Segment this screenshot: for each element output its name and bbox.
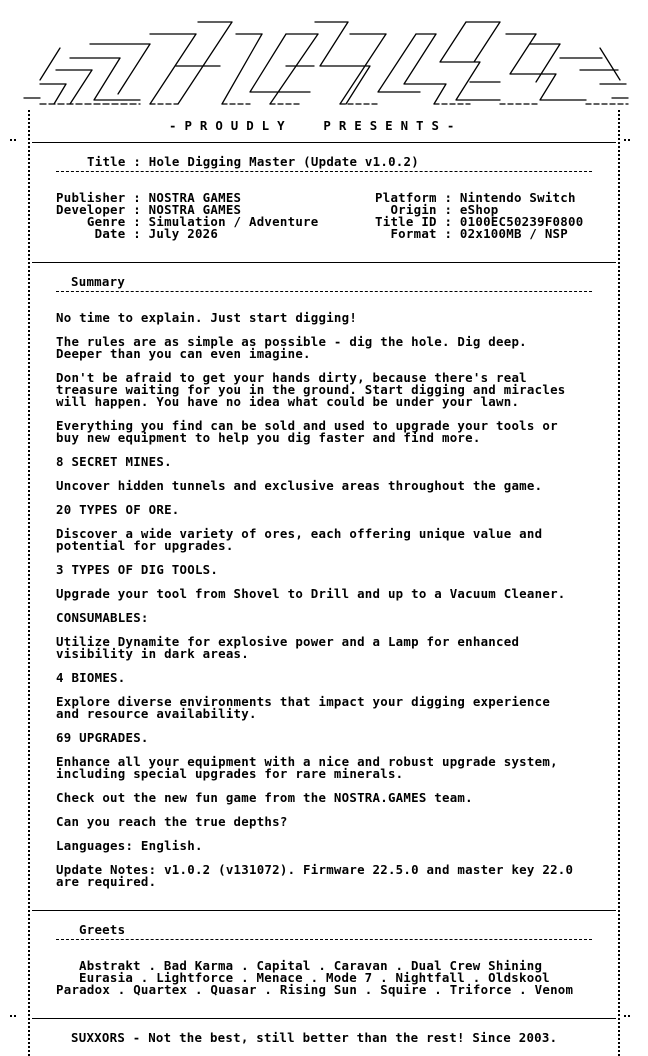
frame-left-border: [28, 110, 30, 1056]
summary-line: Utilize Dynamite for explosive power and a Lamp for enhanced: [56, 634, 520, 649]
frame-right-border: [618, 110, 620, 1056]
summary-line: Upgrade your tool from Shovel to Drill and up to a Vacuum Cleaner.: [56, 586, 566, 601]
summary-line: No time to explain. Just start digging!: [56, 310, 358, 325]
frame-right-tick: [624, 1015, 630, 1017]
info-row: Title ID : 0100EC50239F0800: [375, 214, 584, 229]
footer-tagline: SUXXORS - Not the best, still better than the rest! Since 2003.: [71, 1030, 558, 1045]
summary-line: 8 SECRET MINES.: [56, 454, 172, 469]
section-divider: [32, 262, 616, 263]
summary-line: Everything you find can be sold and used to upgrade your tools or: [56, 418, 558, 433]
summary-line: Deeper than you can even imagine.: [56, 346, 311, 361]
summary-line: Don't be afraid to get your hands dirty, because there's real: [56, 370, 527, 385]
info-row: Format : 02x100MB / NSP: [375, 226, 568, 241]
section-divider: [32, 910, 616, 911]
summary-line: potential for upgrades.: [56, 538, 234, 553]
greets-heading: Greets: [79, 922, 126, 937]
frame-right-tick: [624, 139, 630, 141]
summary-line: 20 TYPES OF ORE.: [56, 502, 180, 517]
summary-line: Uncover hidden tunnels and exclusive areas throughout the game.: [56, 478, 543, 493]
summary-line: The rules are as simple as possible - dig the hole. Dig deep.: [56, 334, 527, 349]
summary-line: Check out the new fun game from the NOSTRA.GAMES team.: [56, 790, 473, 805]
summary-line: visibility in dark areas.: [56, 646, 249, 661]
summary-line: including special upgrades for rare minerals.: [56, 766, 404, 781]
summary-line: will happen. You have no idea what could be under your lawn.: [56, 394, 520, 409]
greets-line: Paradox . Quartex . Quasar . Rising Sun . Squire . Triforce . Venom: [56, 982, 574, 997]
summary-line: and resource availability.: [56, 706, 257, 721]
section-divider: [32, 1018, 616, 1019]
summary-line: are required.: [56, 874, 157, 889]
info-row: Date : July 2026: [56, 226, 219, 241]
frame-left-tick: [10, 1015, 16, 1017]
summary-underline: [56, 291, 592, 292]
summary-line: CONSUMABLES:: [56, 610, 149, 625]
presents-banner: - P R O U D L Y P R E S E N T S -: [169, 118, 455, 133]
summary-heading: Summary: [71, 274, 126, 289]
summary-line: Can you reach the true depths?: [56, 814, 288, 829]
release-title: Title : Hole Digging Master (Update v1.0.2): [87, 154, 419, 169]
info-row: Genre : Simulation / Adventure: [56, 214, 319, 229]
summary-line: Discover a wide variety of ores, each offering unique value and: [56, 526, 543, 541]
summary-line: Languages: English.: [56, 838, 203, 853]
summary-line: 3 TYPES OF DIG TOOLS.: [56, 562, 219, 577]
frame-left-tick: [10, 139, 16, 141]
summary-line: 4 BIOMES.: [56, 670, 126, 685]
info-row: Platform : Nintendo Switch: [375, 190, 576, 205]
summary-line: 69 UPGRADES.: [56, 730, 149, 745]
summary-line: Enhance all your equipment with a nice and robust upgrade system,: [56, 754, 558, 769]
title-underline: [56, 171, 592, 172]
info-row: Publisher : NOSTRA GAMES: [56, 190, 242, 205]
section-divider: [32, 142, 616, 143]
info-row: Developer : NOSTRA GAMES: [56, 202, 242, 217]
group-logo: [0, 0, 648, 110]
greets-line: Eurasia . Lightforce . Menace . Mode 7 . Nightfall . Oldskool: [79, 970, 550, 985]
greets-line: Abstrakt . Bad Karma . Capital . Caravan . Dual Crew Shining: [79, 958, 543, 973]
info-row: Origin : eShop: [375, 202, 499, 217]
summary-line: treasure waiting for you in the ground. Start digging and miracles: [56, 382, 566, 397]
summary-line: Update Notes: v1.0.2 (v131072). Firmware 22.5.0 and master key 22.0: [56, 862, 574, 877]
greets-underline: [56, 939, 592, 940]
summary-line: Explore diverse environments that impact your digging experience: [56, 694, 551, 709]
summary-line: buy new equipment to help you dig faster and find more.: [56, 430, 481, 445]
